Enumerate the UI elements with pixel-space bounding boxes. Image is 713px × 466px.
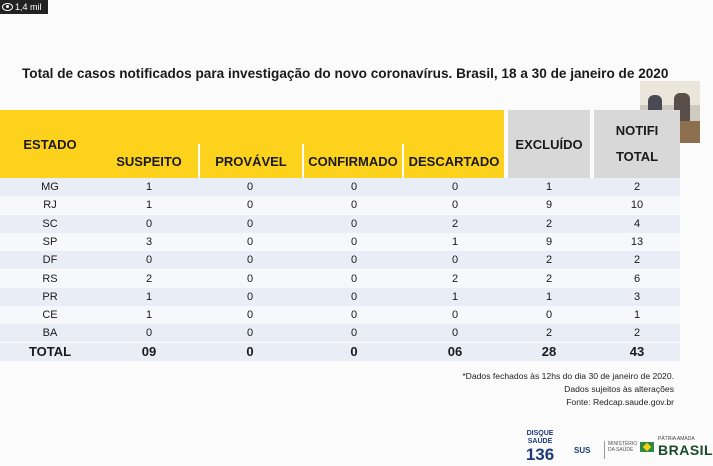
cell-suspeito: 1 <box>145 199 153 212</box>
total-row <box>0 343 680 361</box>
cell-suspeito: 1 <box>145 309 153 322</box>
governo-brasil-logo: PÁTRIA AMADA BRASIL <box>640 436 700 466</box>
header-provavel: PROVÁVEL <box>200 144 302 178</box>
cell-suspeito: 1 <box>145 181 153 193</box>
views-count: 1,4 mil <box>15 2 42 12</box>
cell-total: 6 <box>633 272 641 285</box>
header-confirmado: CONFIRMADO <box>304 144 402 178</box>
total-excluido: 28 <box>541 344 557 359</box>
cell-suspeito: 0 <box>145 327 153 340</box>
cell-descartado: 0 <box>451 309 459 322</box>
views-badge <box>0 0 48 14</box>
header-estado: ESTADO <box>0 110 100 178</box>
cell-excluido: 2 <box>545 327 553 340</box>
table-row <box>0 215 680 233</box>
cell-estado: RS <box>42 272 58 285</box>
total-total: 43 <box>629 344 645 359</box>
cell-provavel: 0 <box>246 272 254 285</box>
cell-total: 4 <box>633 217 641 230</box>
footnotes <box>462 370 674 409</box>
cell-suspeito: 1 <box>145 290 153 303</box>
cell-descartado: 0 <box>451 199 459 212</box>
footnote-alteracoes: Dados sujeitos às alterações <box>564 384 674 394</box>
cell-total: 2 <box>633 254 641 267</box>
total-confirmado: 0 <box>350 344 358 359</box>
footnote-source: Fonte: Redcap.saude.gov.br <box>566 397 674 407</box>
table-row <box>0 306 680 324</box>
cell-total: 1 <box>633 309 641 322</box>
cell-total: 2 <box>633 181 641 193</box>
cell-estado: PR <box>42 290 58 303</box>
cell-descartado: 1 <box>451 290 459 303</box>
cell-total: 3 <box>633 290 641 303</box>
cell-total: 13 <box>630 235 644 248</box>
disque-saude-logo: DISQUE SAÚDE 136 <box>525 430 555 464</box>
cell-confirmado: 0 <box>350 272 358 285</box>
cell-descartado: 0 <box>451 181 459 193</box>
cell-estado: SP <box>42 235 58 248</box>
table-row <box>0 233 680 251</box>
table-row <box>0 288 680 306</box>
cell-provavel: 0 <box>246 235 254 248</box>
cell-estado: SC <box>42 217 58 230</box>
cell-provavel: 0 <box>246 181 254 193</box>
table-title: Total de casos notificados para investigação do novo coronavírus. Brasil, 18 a 30 de janeiro de 2020 <box>22 66 669 81</box>
cell-descartado: 2 <box>451 272 459 285</box>
cell-confirmado: 0 <box>350 199 358 212</box>
header-suspeito: SUSPEITO <box>100 144 198 178</box>
header-descartado: DESCARTADO <box>404 144 504 178</box>
total-provavel: 0 <box>246 344 254 359</box>
table-row <box>0 324 680 342</box>
cell-confirmado: 0 <box>350 217 358 230</box>
header-total-line1: NOTIFI <box>615 123 659 138</box>
cell-confirmado: 0 <box>350 309 358 322</box>
cell-provavel: 0 <box>246 199 254 212</box>
ministerio-logo: MINISTÉRIO DA SAÚDE <box>604 441 638 459</box>
total-descartado: 06 <box>447 344 463 359</box>
cell-descartado: 2 <box>451 217 459 230</box>
footnote-date: *Dados fechados às 12hs do dia 30 de janeiro de 2020. <box>462 371 674 381</box>
total-estado: TOTAL <box>28 344 72 359</box>
cell-total: 10 <box>630 199 644 212</box>
sus-logo: SUS <box>574 446 591 455</box>
cell-suspeito: 0 <box>145 217 153 230</box>
cell-suspeito: 3 <box>145 235 153 248</box>
cell-provavel: 0 <box>246 327 254 340</box>
header-total-line2: TOTAL <box>615 149 659 164</box>
cell-confirmado: 0 <box>350 254 358 267</box>
cell-descartado: 0 <box>451 327 459 340</box>
cell-estado: CE <box>42 309 58 322</box>
cell-provavel: 0 <box>246 290 254 303</box>
table-row <box>0 270 680 288</box>
cell-descartado: 1 <box>451 235 459 248</box>
cell-provavel: 0 <box>246 217 254 230</box>
cell-confirmado: 0 <box>350 181 358 193</box>
cell-confirmado: 0 <box>350 327 358 340</box>
header-excluido: EXCLUÍDO <box>508 110 590 178</box>
total-suspeito: 09 <box>141 344 157 359</box>
flag-icon <box>640 442 654 452</box>
cell-confirmado: 0 <box>350 235 358 248</box>
cell-estado: MG <box>41 181 59 193</box>
cell-confirmado: 0 <box>350 290 358 303</box>
header-group-band <box>100 110 504 144</box>
cell-excluido: 1 <box>545 290 553 303</box>
cell-excluido: 2 <box>545 272 553 285</box>
cell-provavel: 0 <box>246 254 254 267</box>
cell-excluido: 9 <box>545 235 553 248</box>
cell-estado: BA <box>42 327 58 340</box>
header-total <box>594 110 680 178</box>
cell-provavel: 0 <box>246 309 254 322</box>
cell-total: 2 <box>633 327 641 340</box>
table-row <box>0 196 680 214</box>
cell-suspeito: 0 <box>145 254 153 267</box>
cell-excluido: 2 <box>545 217 553 230</box>
cell-excluido: 1 <box>545 181 553 193</box>
cell-descartado: 0 <box>451 254 459 267</box>
cell-estado: RJ <box>43 199 57 212</box>
cell-estado: DF <box>42 254 58 267</box>
cell-excluido: 2 <box>545 254 553 267</box>
cell-excluido: 9 <box>545 199 553 212</box>
cell-excluido: 0 <box>545 309 553 322</box>
cell-suspeito: 2 <box>145 272 153 285</box>
table-row <box>0 251 680 269</box>
eye-icon <box>2 3 13 11</box>
table-row <box>0 178 680 196</box>
